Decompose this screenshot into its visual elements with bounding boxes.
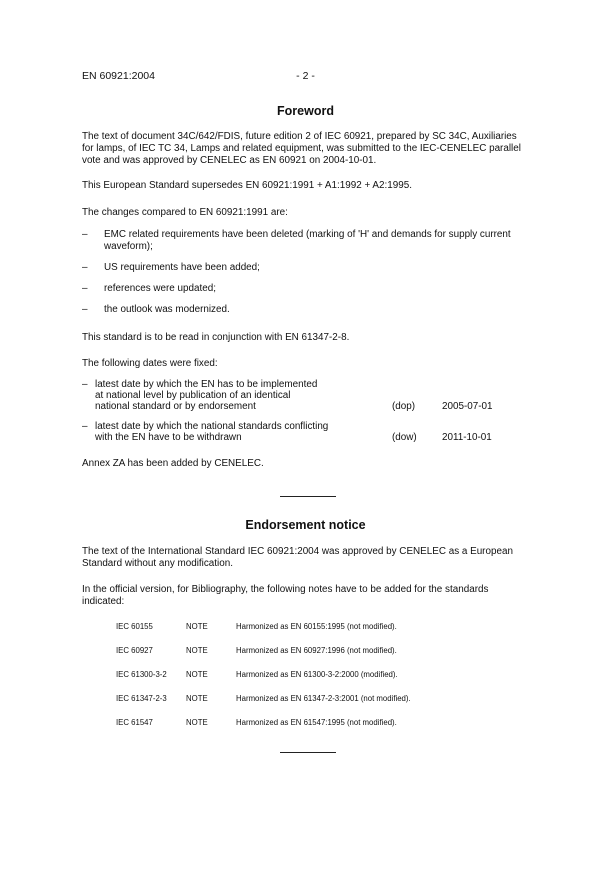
annex-text: Annex ZA has been added by CENELEC. bbox=[82, 458, 264, 469]
note-standard: IEC 61300-3-2 bbox=[116, 670, 167, 679]
date-item-dop bbox=[82, 379, 535, 413]
foreword-intro-line: for lamps, of IEC TC 34, Lamps and related equipment, was submitted to the IEC-CENELEC parallel bbox=[82, 143, 521, 154]
date-description-line: latest date by which the EN has to be implemented bbox=[95, 379, 318, 390]
date-value: 2011-10-01 bbox=[442, 432, 492, 443]
section-divider bbox=[280, 496, 336, 497]
date-description-line: with the EN have to be withdrawn bbox=[95, 432, 242, 443]
list-dash: – bbox=[82, 283, 88, 294]
note-label: NOTE bbox=[186, 646, 208, 655]
endorsement-text bbox=[82, 546, 535, 570]
endorsement-text-line: The text of the International Standard IEC 60921:2004 was approved by CENELEC as a European bbox=[82, 546, 513, 557]
list-item bbox=[82, 283, 535, 295]
note-label: NOTE bbox=[186, 670, 208, 679]
note-standard: IEC 61547 bbox=[116, 718, 153, 727]
note-text: Harmonized as EN 60927:1996 (not modified). bbox=[236, 646, 397, 655]
note-label: NOTE bbox=[186, 694, 208, 703]
date-abbreviation: (dop) bbox=[392, 401, 416, 412]
note-standard: IEC 60155 bbox=[116, 622, 153, 631]
endorsement-text-line: Standard without any modification. bbox=[82, 558, 233, 569]
official-version-text bbox=[82, 584, 535, 608]
note-label: NOTE bbox=[186, 622, 208, 631]
dates-intro: The following dates were fixed: bbox=[82, 358, 218, 369]
supersedes-text: This European Standard supersedes EN 60921:1991 + A1:1992 + A2:1995. bbox=[82, 180, 412, 191]
official-version-line: indicated: bbox=[82, 596, 125, 607]
note-text: Harmonized as EN 61347-2-3:2001 (not modified). bbox=[236, 694, 411, 703]
date-description bbox=[95, 379, 385, 412]
foreword-title: Foreword bbox=[277, 104, 334, 118]
endorsement-title: Endorsement notice bbox=[245, 518, 366, 532]
foreword-intro bbox=[82, 131, 535, 167]
list-dash: – bbox=[82, 262, 88, 273]
foreword-intro-line: vote and was approved by CENELEC as EN 60921 on 2004-10-01. bbox=[82, 155, 377, 166]
official-version-line: In the official version, for Bibliography, the following notes have to be added for the standards bbox=[82, 584, 489, 595]
list-item bbox=[82, 304, 535, 316]
list-item bbox=[82, 229, 535, 253]
date-description bbox=[95, 421, 385, 443]
list-dash: – bbox=[82, 379, 88, 390]
date-description-line: national standard or by endorsement bbox=[95, 401, 256, 412]
list-dash: – bbox=[82, 304, 88, 315]
conjunction-text: This standard is to be read in conjunction with EN 61347-2-8. bbox=[82, 332, 350, 343]
foreword-intro-line: The text of document 34C/642/FDIS, future edition 2 of IEC 60921, prepared by SC 34C, Auxiliaries bbox=[82, 131, 517, 142]
section-divider bbox=[280, 752, 336, 753]
list-dash: – bbox=[82, 229, 88, 240]
list-item-text bbox=[104, 229, 535, 253]
page-number: - 2 - bbox=[296, 70, 315, 82]
note-text: Harmonized as EN 61300-3-2:2000 (modified). bbox=[236, 670, 398, 679]
list-dash: – bbox=[82, 421, 88, 432]
note-text: Harmonized as EN 60155:1995 (not modified). bbox=[236, 622, 397, 631]
date-description-line: at national level by publication of an identical bbox=[95, 390, 291, 401]
date-value: 2005-07-01 bbox=[442, 401, 493, 412]
list-item-line: waveform); bbox=[104, 241, 153, 252]
list-item-text: US requirements have been added; bbox=[104, 262, 260, 273]
list-item bbox=[82, 262, 535, 274]
document-id: EN 60921:2004 bbox=[82, 70, 155, 82]
date-description-line: latest date by which the national standards conflicting bbox=[95, 421, 329, 432]
changes-intro: The changes compared to EN 60921:1991 are: bbox=[82, 207, 288, 218]
note-text: Harmonized as EN 61547:1995 (not modified). bbox=[236, 718, 397, 727]
note-standard: IEC 60927 bbox=[116, 646, 153, 655]
list-item-text: references were updated; bbox=[104, 283, 216, 294]
list-item-line: EMC related requirements have been deleted (marking of 'H' and demands for supply current bbox=[104, 229, 511, 240]
note-label: NOTE bbox=[186, 718, 208, 727]
date-abbreviation: (dow) bbox=[392, 432, 417, 443]
note-standard: IEC 61347-2-3 bbox=[116, 694, 167, 703]
list-item-text: the outlook was modernized. bbox=[104, 304, 230, 315]
date-item-dow bbox=[82, 421, 535, 443]
